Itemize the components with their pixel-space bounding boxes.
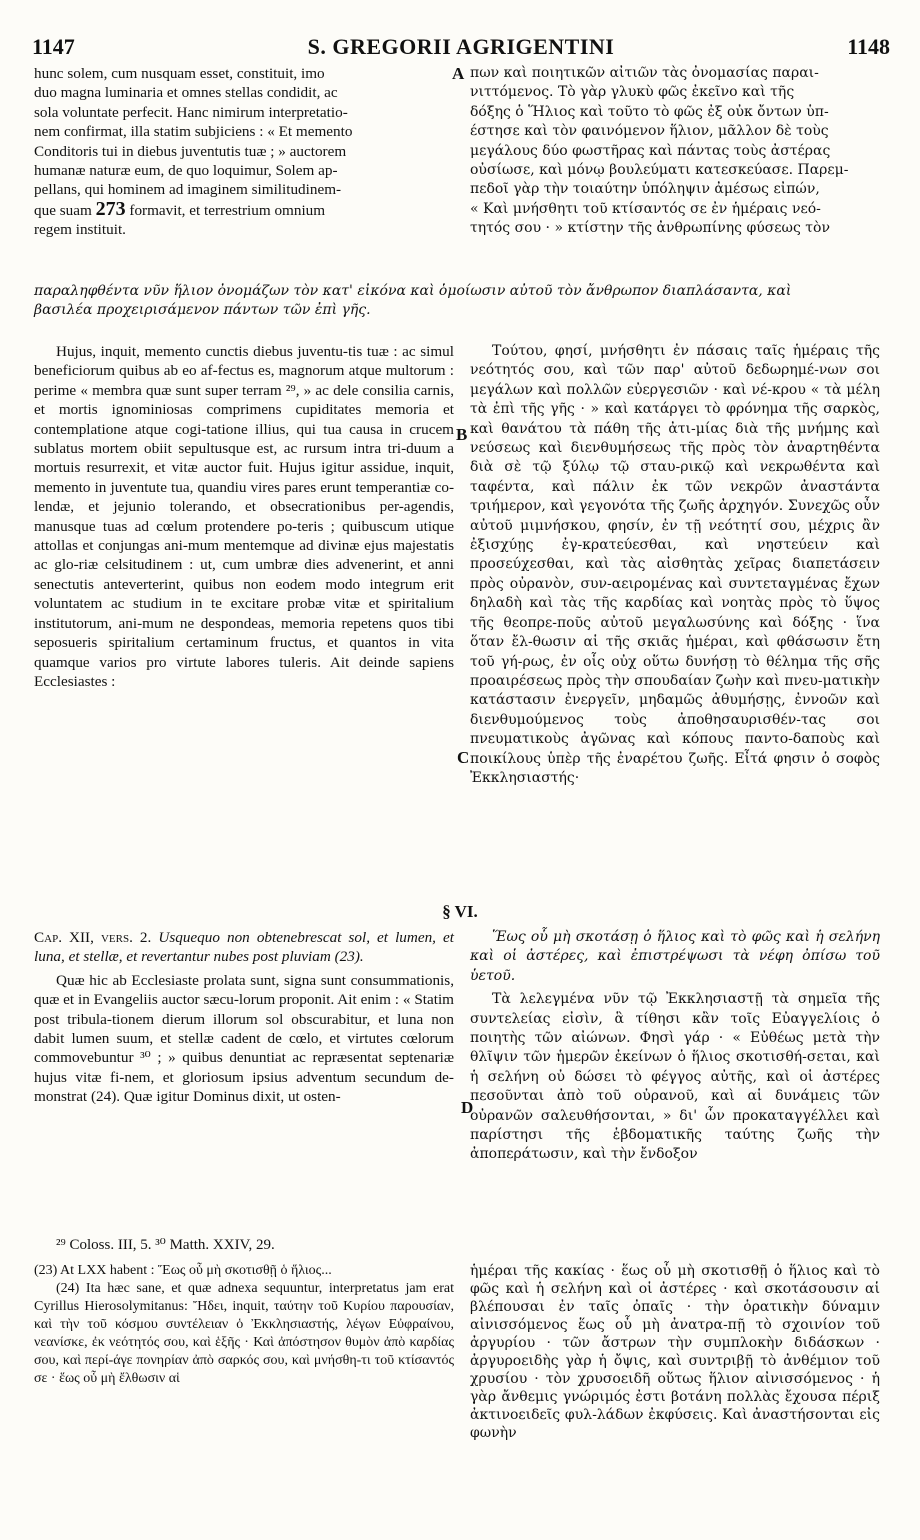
latin-line: regem instituit. <box>34 221 126 239</box>
greek-line: οὐσίωσε, καὶ μόνῳ βουλεύματι κατεσκεύασε. Παρεμ- <box>470 162 849 179</box>
latin-column-a <box>34 64 454 240</box>
chapter-verse-text: Usquequo non obtenebrescat sol, et lumen, et luna, et stellæ, et revertantur nubes post pluviam (23). <box>34 929 454 966</box>
page-number-right: 1148 <box>847 34 890 59</box>
greek-line: νιττόμενος. Τὸ γὰρ γλυκὺ φῶς ἐκεῖνο καὶ τῆς <box>470 84 795 101</box>
chapter-reference: Cap. XII, vers. 2. <box>34 929 152 946</box>
greek-line: πεδοῖ γὰρ τὴν τοιαύτην ὑπόληψιν ἀμέσως εἰπών, <box>470 181 820 198</box>
latin-line: nem confirmat, illa statim subjiciens : « Et memento <box>34 123 353 141</box>
footnote-23: (23) At LXX habent : Ἕως οὗ μὴ σκοτισθῇ ὁ ἥλιος... <box>34 1263 332 1278</box>
greek-line: « Καὶ μνήσθητι τοῦ κτίσαντός σε ἐν ἡμέραις νεό- <box>470 200 821 217</box>
latin-line: Conditoris tui in diebus juventutis tuæ ; » auctorem <box>34 142 347 160</box>
latin-line: sola voluntate perfecit. Hanc nimirum interpretatio- <box>34 103 348 121</box>
margin-marker-d: D <box>461 1098 474 1117</box>
greek-line: μεγάλους δύο φωστῆρας καὶ πάντας τοὺς ἀστέρας <box>470 142 831 159</box>
margin-marker-a: A <box>452 64 465 83</box>
latin-column-c <box>34 928 454 1107</box>
running-title: S. GREGORII AGRIGENTINI <box>307 34 615 59</box>
margin-marker-c: C <box>457 748 470 767</box>
latin-fragment: formavit, et terrestrium omnium <box>129 201 326 219</box>
greek-line: έστησε καὶ τὸν φαινόμενον ἥλιον, μᾶλλον δὲ τοὺς <box>470 123 829 140</box>
greek-verse-heading: Ἕως οὗ μὴ σκοτάσῃ ὁ ἥλιος καὶ τὸ φῶς καὶ ἡ σελήνη καὶ οἱ ἀστέρες, καὶ ἐπιστρέψωσι τὰ νέφη ὀπίσω τοῦ ὑετοῦ. <box>470 929 880 984</box>
greek-full-width <box>34 282 880 321</box>
greek-column-c <box>470 928 880 1165</box>
latin-line-numbered <box>34 197 454 220</box>
latin-line: duo magna luminaria et omnes stellas condidit, ac <box>34 84 338 102</box>
greek-line: πων καὶ ποιητικῶν αἰτιῶν τὰς ὀνομασίας παραι- <box>470 65 819 81</box>
greek-column-b <box>470 342 880 788</box>
latin-line: pellans, qui hominem ad imaginem similitudinem- <box>34 181 342 199</box>
greek-column-a <box>470 64 880 239</box>
page-number-left: 1147 <box>32 34 75 59</box>
footnote-continued: ἡμέραι τῆς κακίας · ἕως οὗ μὴ σκοτισθῇ ὁ ἥλιος καὶ τὸ φῶς καὶ ἡ σελήνη καὶ οἱ ἀστέρες · καὶ σκοτάσουσιν αἱ βλέπουσαι ἐν ταῖς ὀπαῖς · τὴν ὁρατικὴν δύναμιν αἰνισσόμενος ἕως οὗ μὴ ἀνατρα-πῇ τὸ σχοινίον τοῦ ἀργυρίου · τῶν ἄστρων τὴν συμπλοκὴν διδάσκων · ἀργυροειδὴς γὰρ ἡ ὄψις, καὶ συντριβῇ τὸ ἀνθέμιον τοῦ χρυσίου · τὸν χρυσοειδῆ οὕτως ἥλιον αἰνισσόμενος · ἡ γὰρ ἄνθεμις γνώριμός ἐστι βοτάνη πολλὰς ἔχουσα πέριξ ἀκτινοειδεῖς φυλ-λάδων ἐκφύσεις. Καὶ ἀναστήσονται εἰς φωνὴν <box>470 1263 880 1441</box>
greek-line: δόξης ὁ Ἥλιος καὶ τοῦτο τὸ φῶς ἐξ οὐκ ὄντων ὑπ- <box>470 103 829 120</box>
footnote-right <box>470 1262 880 1442</box>
footnote-24: (24) Ita hæc sane, et quæ adnexa sequuntur, interpretatus jam erat Cyrillus Hierosolymitanus: Ἤδει, inquit, ταύτην τοῦ Κυρίου παρουσίαν, καὶ τὴν τοῦ κόσμου συντέλειαν ὁ Ἐκκλησιαστής, λέγων Εὐφραίνου, νεανίσκε, ἐκ νεότητός σου, καὶ ἑξῆς · Καὶ ἀπόστησον θυμὸν ἀπὸ καρδίας σου, καὶ περί-άγε πονηρίαν ἀπὸ σαρκός σου, καὶ μνήσθη-τι τοῦ κτίσαντός σε · ἕως οὗ μὴ ἔλθωσιν αἱ <box>34 1281 454 1386</box>
greek-line: τητός σου · » κτίστην τῆς ἀνθρωπίνης φύσεως τὸν <box>470 220 830 237</box>
footnote-references: ²⁹ Coloss. III, 5. ³⁰ Matth. XXIV, 29. <box>56 1237 275 1253</box>
latin-line: humanæ naturæ eum, de quo loquimur, Solem ap- <box>34 162 338 180</box>
greek-paragraph: Τὰ λελεγμένα νῦν τῷ Ἐκκλησιαστῇ τὰ σημεῖα τῆς συντελείας εἰσὶν, ἃ τίθησι κἂν τοῖς Εὐαγγελίοις ὁ ποιητὴς τῶν αἰώνων. Φησὶ γάρ · « Εὐθέως μετὰ τὴν θλῖψιν τῶν ἡμερῶν ἐκείνων ὁ ἥλιος σκοτισθή-σεται, καὶ ἡ σελήνη οὐ δώσει τὸ φέγγος αὐτῆς, καὶ οἱ ἀστέρες πεσοῦνται ἀπὸ τοῦ οὐρανοῦ, καὶ αἱ δυνάμεις τῶν οὐρανῶν σαλευθήσονται, » δι' ὧν προκαταγγέλλει καὶ παρίστησι τῆς ἑβδοματικῆς ταύτης ζωῆς τὴν ἀποπεράτωσιν, καὶ τὴν ἔνδοξον <box>470 991 880 1163</box>
greek-line: παραληφθέντα νῦν ἥλιον ὀνομάζων τὸν κατ' εἰκόνα καὶ ὁμοίωσιν αὐτοῦ τὸν ἄνθρωπον διαπλάσαντα, καὶ <box>34 283 792 299</box>
latin-fragment: que suam <box>34 201 92 219</box>
latin-line: hunc solem, cum nusquam esset, constituit, imo <box>34 65 325 82</box>
greek-paragraph: Τούτου, φησί, μνήσθητι ἐν πάσαις ταῖς ἡμέραις τῆς νεότητός σου, καὶ τῶν παρ' αὐτοῦ δεδωρημέ-νων σοι μεγάλων καὶ πολλῶν εὐεργεσιῶν · καὶ νέ-κρου « τὰ μέλη τὰ ἐπὶ τῆς γῆς · » καὶ κατάργει τὸ φρόνημα τῆς σαρκὸς, καὶ θανάτου τὰ πάθη τῆς ἀτι-μίας διὰ τῆς μνήμης καὶ νεύσεως καὶ διενθυμήσεως τῆς πρὸς τὸν ἀναρτηθέντα διὰ σὲ τῷ ξύλῳ τῷ σταυ-ρικῷ καὶ νεκρωθέντα καὶ ταφέντα, καὶ πάλιν ἐκ τῶν νεκρῶν ἀναστάντα τριήμερον, καὶ γεγονότα τῆς ζωῆς ἀρχηγόν. Συνεχῶς οὖν αὐτοῦ μιμνήσκου, φησίν, ἐν τῇ νεότητί σου, μέχρις ἂν ἐξισχύῃς ἐγ-κρατεύεσθαι, καὶ νηστεύειν καὶ προσεύχεσθαι, καὶ τὰς αἰσθητὰς χεῖρας διαπετάσειν πρὸς οὐρανὸν, συν-αειρομένας καὶ συντεταγμένας ἔχων δηλαδὴ καὶ τὰς τῆς καρδίας καὶ νοητὰς πρὸς τὸ ὕψος τῆς θεοπρε-ποῦς αὐτοῦ μεγαλωσύνης καὶ δόξης · ἵνα ὅταν ἔλ-θωσιν αἱ τῆς σκιᾶς ἡμέραι, καὶ φθάσωσιν ἔτη τοῦ γή-ρως, ἐν οἷς οὐχ οὕτω δυνήσῃ τὸ θέλημα τῆς σῆς προαιρέσεως πρὸς τὴν σπουδαίαν ζωὴν καὶ πνευ-ματικὴν κατάστασιν ἐνεργεῖν, μηδαμῶς ἀθυμήσῃς, ἐννοῶν καὶ διενθυμούμενος τοὺς ἀποθησαυρισθέν-τας σοι πνευματικοὺς ἀγῶνας καὶ κόπους παντο-δαποὺς καὶ ποικίλους ὑπὲρ τῆς ἐναρέτου ζωῆς. Εἶτά φησιν ὁ σοφὸς Ἐκκλησιαστής· <box>470 343 880 786</box>
latin-paragraph: Hujus, inquit, memento cunctis diebus juventu-tis tuæ : ac simul beneficiorum quibus ab eo af-fectus es, magnorum atque multorum : perime « membra quæ sunt super terram ²⁹, » ac dele consilia carnis, et mortis ignominiosas comprimens cupiditates memoria et contemplatione atque cogi-tatione illius, qui tua causa in crucem sublatus mortem obiit sepultusque est, ac rursum intra tri-duum a mortuis resurrexit, et vitæ auctor fuit. Hujus igitur assidue, inquit, memento in juventute tua, quandiu vires pares erunt temperantiæ co-lendæ, et jejunio tolerando, et obsecrationibus per-agendis, manusque tuas ad cœlum protendere po-teris ; quibuscum utique attollas et conjungas ani-mum mentemque ad divinæ ejus majestatis ac glo-riæ celsitudinem : ut, cum umbræ dies advenerint, et anni senectutis anteverterint, quibus non eodem modo integrum erit voluntatem ac studium in te excitare probæ vitæ et spiritalium institutorum, ani-mum ne despondeas, memoria repetens quos tibi seposueris spiritalium certaminum fructus, et quantos in vita quamque varios pro virtute labores tuleris. Ait deinde sapiens Ecclesiastes : <box>34 343 454 690</box>
greek-line: βασιλέα προχειρισάμενον πάντων τῶν ἐπὶ γῆς. <box>34 302 371 319</box>
section-heading: § VI. <box>442 902 478 921</box>
chapter-heading <box>34 928 454 967</box>
column-number: 273 <box>95 197 126 220</box>
page-header <box>32 34 890 60</box>
footnotes-left <box>34 1262 454 1388</box>
latin-paragraph: Quæ hic ab Ecclesiaste prolata sunt, signa sunt consummationis, quæ et in Evangeliis auctor sæcu-lorum proponit. Ait enim : « Statim post tribula-tionem dierum illorum sol obscurabitur, et luna non dabit lumen suum, et stellæ cadent de cœlo, et virtutes cœlorum commovebuntur ³⁰ ; » quibus denuntiat ac repræsentat septenariæ hujus vitæ fi-nem, et gloriosum ipsius adventum secundum de-monstrat (24). Quæ igitur Dominus dixit, ut osten- <box>34 971 454 1106</box>
latin-column-b <box>34 342 454 691</box>
margin-marker-b: B <box>456 425 468 444</box>
